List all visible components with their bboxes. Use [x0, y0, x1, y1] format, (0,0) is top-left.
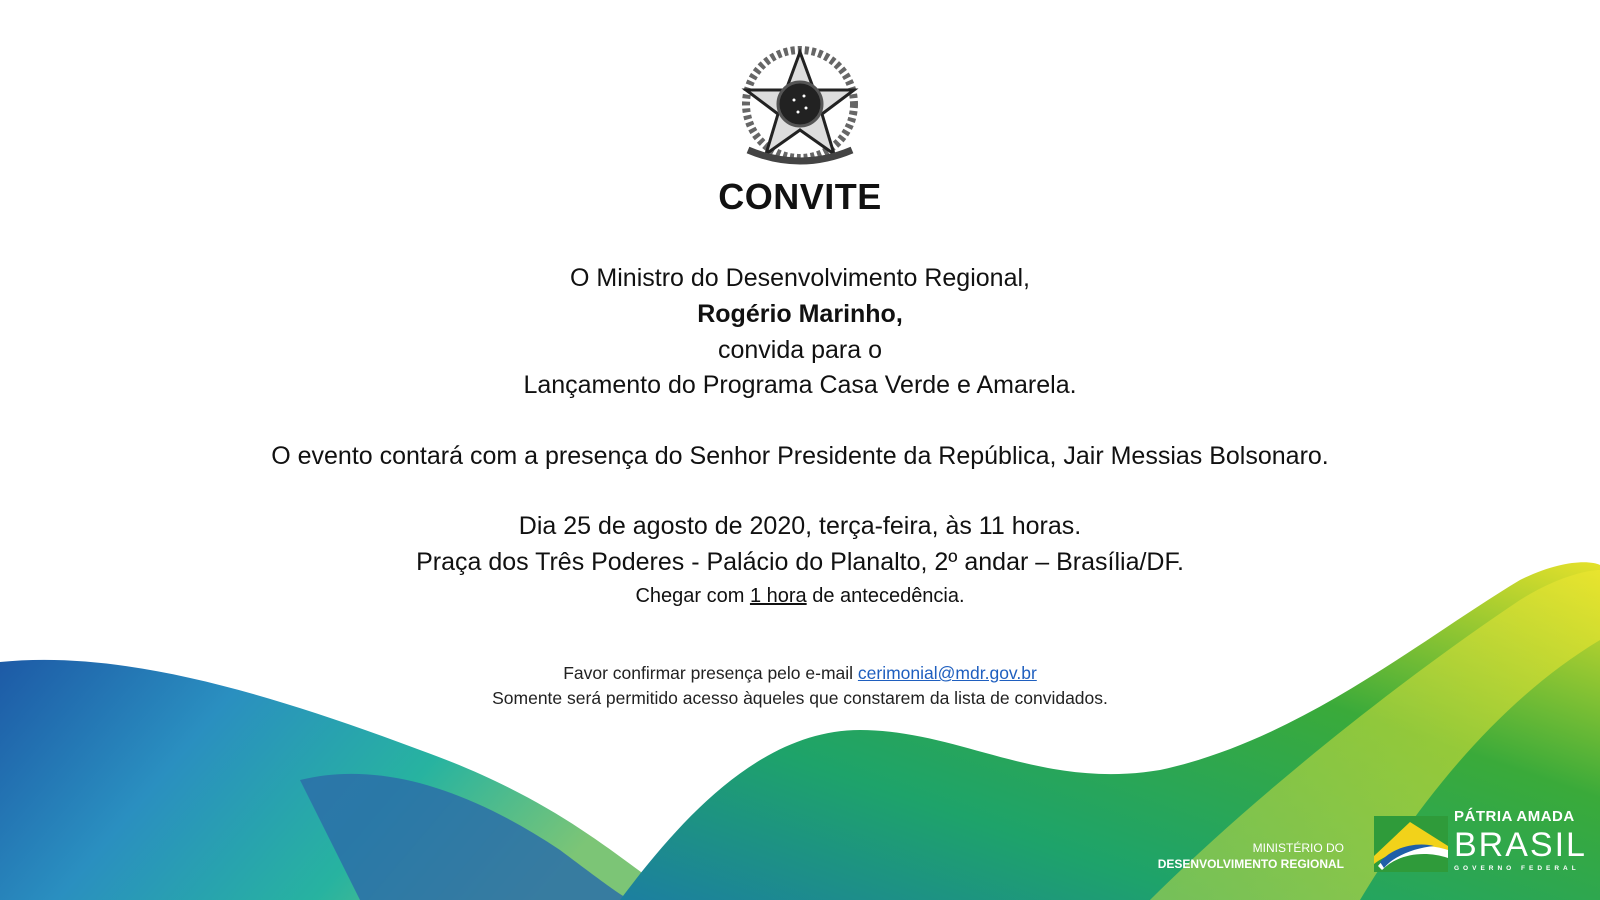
presence-line: O evento contará com a presença do Senhor Presidente da República, Jair Messias Bolsonaro.: [271, 442, 1329, 470]
minister-line: O Ministro do Desenvolvimento Regional,: [570, 264, 1030, 292]
confirm-line: [0, 663, 1600, 684]
arrival-note: [0, 584, 1600, 608]
restriction-line: Somente será permitido acesso àqueles que constarem da lista de convidados.: [492, 688, 1108, 708]
brand-logo: [1454, 808, 1587, 874]
brand-main: BRASIL: [1454, 826, 1587, 864]
ministry-line2: DESENVOLVIMENTO REGIONAL: [1157, 857, 1344, 871]
ministry-line1: MINISTÉRIO DO: [1252, 841, 1344, 855]
brand-top: PÁTRIA AMADA: [1454, 808, 1575, 825]
arrival-post: de antecedência.: [806, 585, 965, 607]
confirm-text: Favor confirmar presença pelo e-mail: [563, 663, 858, 683]
minister-name: Rogério Marinho,: [697, 300, 903, 328]
brazil-flag-icon: [1374, 816, 1448, 872]
arrival-time: 1 hora: [749, 585, 807, 607]
coat-of-arms-seal: [730, 42, 870, 174]
page-title: CONVITE: [718, 176, 882, 217]
invites-line: convida para o: [717, 336, 882, 364]
event-name: Lançamento do Programa Casa Verde e Amarela.: [523, 371, 1077, 399]
date-line: Dia 25 de agosto de 2020, terça-feira, às 11 horas.: [518, 512, 1082, 540]
brand-sub: GOVERNO FEDERAL: [1454, 865, 1580, 872]
ministry-logo: [1158, 840, 1344, 872]
arrival-pre: Chegar com: [635, 585, 750, 607]
email-link[interactable]: cerimonial@mdr.gov.br: [857, 663, 1037, 683]
place-line: Praça dos Três Poderes - Palácio do Planalto, 2º andar – Brasília/DF.: [416, 548, 1184, 576]
